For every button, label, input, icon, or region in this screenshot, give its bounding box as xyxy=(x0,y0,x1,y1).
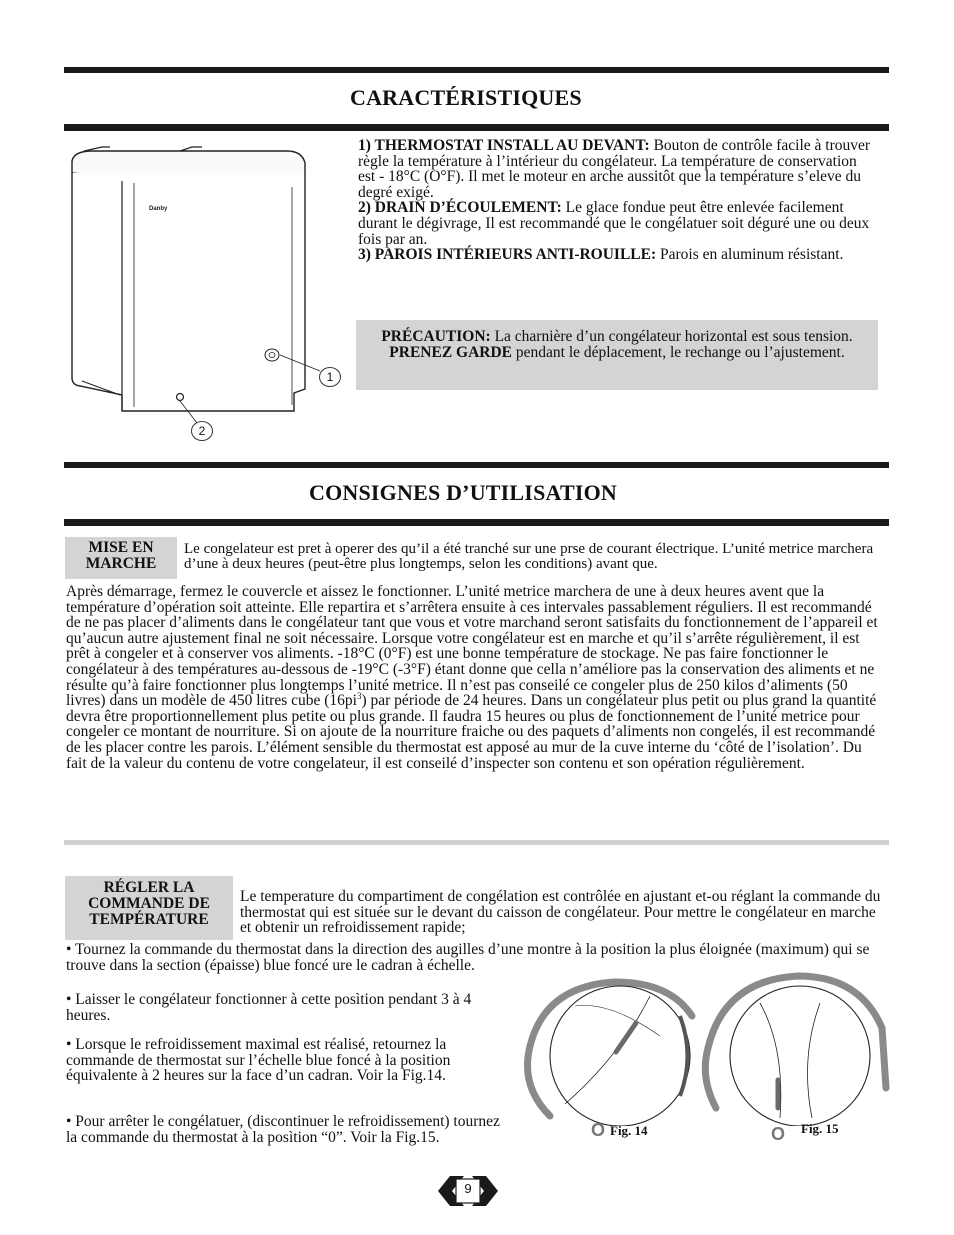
freezer-brand: Danby xyxy=(149,206,168,212)
chest-freezer-illustration xyxy=(62,143,352,448)
thermostat-dial-fig14 xyxy=(520,976,700,1126)
fig14-label: Fig. 14 xyxy=(610,1123,648,1138)
thermostat-dial-fig15 xyxy=(700,968,890,1126)
usage-title: CONSIGNES D’UTILISATION xyxy=(309,480,617,505)
bullet-fig14: • Lorsque le refroidissement maximal est réalisé, retournez la commande de thermostat sur l’échelle blue foncé à la position équivalente à 2 heures sur la face d’un cadran. Voir la Fig.14. xyxy=(66,1036,451,1085)
usage-top-rule xyxy=(64,462,889,468)
startup-intro: Le congelateur est pret à operer des qu’il a été tranché sur une prse de courant électrique. L’unité metrice marchera d’une à deux heures (peut-être plus longtemps, selon les conditions) avant que. xyxy=(184,541,874,572)
caution-text: PRÉCAUTION: La charnière d’un congélateur horizontal est sous tension. PRENEZ GARDE pendant le déplacement, le rechange ou l’ajustement. xyxy=(381,328,853,361)
fig15-zero-mark: O xyxy=(771,1124,786,1144)
feature-item-drain: 2) DRAIN D’ÉCOULEMENT: Le glace fondue peut être enlevée facilement durant le dégivrage, Il est recommandé que le congélatuer soit déguré une ou deux fois par an. xyxy=(358,199,870,248)
fig15-label: Fig. 15 xyxy=(801,1121,839,1136)
features-title: CARACTÉRISTIQUES xyxy=(350,85,582,110)
bullet-max-position: • Tournez la commande du thermostat dans la direction des augilles d’une montre à la position la plus éloignée (maximum) qui se trouve dans la section (épaisse) blue foncé ure le cadran à échelle. xyxy=(66,941,870,974)
temperature-control-label: RÉGLER LA COMMANDE DE TEMPÉRATURE xyxy=(65,876,233,940)
features-list xyxy=(358,138,873,263)
temperature-intro: Le temperature du compartiment de congélation est contrôlée en ajustant et-ou réglant la commande du thermostat qui est située sur le devant du caisson de congélateur. Pour mettre le congélateur en marche et obtenir un refroidissement rapide; xyxy=(240,888,881,937)
usage-rule xyxy=(64,519,889,526)
page-number: 9 xyxy=(464,1181,472,1196)
features-rule xyxy=(64,124,889,131)
fig14-zero-mark: O xyxy=(591,1120,606,1140)
startup-body: Après démarrage, fermez le couvercle et aissez le fonctionner. L’unité metrice marchera de une à deux heures avent que la température d’opération soit atteinte. Elle repartira et s’arrêtera ensuite à ces intervales passablement réguliers. Il est recommandé de ne pas placer d’aliments dans le congélateur tant que vous et votre marchand seront satisfaits du fonctionnement de l’appareil et qu’aucun autre ajustement final ne soit nécessaire. Lorsque votre congélateur est en marche et qu’il s’arrête régulièrement, il est prêt à congeler et à conserver vos aliments. -18°C (0°F) est une bonne température de stockage. Ne pas faire fonctionner le congélateur à des températures au-dessous de -19°C (-3°F) étant donne que cella n’améliore pas la conservation des aliments et ne résulte qu’à faire fonctionner plus longtemps l’unité metrice. Il n’est pas conseilé ce congeler plus de 250 kilos d’aliments (50 livres) dans un modèle de 450 litres cube $(16pi^3)$ par période de 24 heures. Dans un congélateur plus petit ou plus grand la quantité devra être proportionnellement plus petite ou plus grande. Il faudra 15 heures ou plus de fonctionnement de l’unité metrice pour congeler ce montant de nourriture. Si on ajoute de la nourriture fraiche ou des paquets d’aliments non congelés, il est recommandé de les placer contre les parois. L’élément sensible du thermostat est apposé au mur de la cuve interne du ‘côté de l’isolation’. Du fait de la valeur du contenu de votre congelateur, il est conseilé d’inspecter son contenu et son opération régulièrement. xyxy=(66,583,878,772)
feature-item-walls: 3) PAROIS INTÉRIEURS ANTI-ROUILLE: Parois en aluminum résistant. xyxy=(358,246,844,264)
startup-label: MISE EN MARCHE xyxy=(65,537,177,579)
callout-1: 1 xyxy=(319,367,341,387)
bullet-fig15: • Pour arrêter le congélatuer, (discontinuer le refroidissement) tournez la commande du thermostat à la posìtion “0”. Voir la Fig.15. xyxy=(66,1113,500,1146)
feature-item-thermostat: 1) THERMOSTAT INSTALL AU DEVANT: Bouton de contrôle facile à trouver règle la température à l’intérieur du congélateur. La température de conservation est - 18°C (O°F). Il met le moteur en arche aussitôt que la température s’eleve du degré exigé. xyxy=(358,137,871,201)
bullet-run-time: • Laisser le congélateur fonctionner à cette posìtion pendant 3 à 4 heures. xyxy=(66,991,472,1024)
top-rule xyxy=(64,67,889,73)
section-divider xyxy=(64,840,889,845)
callout-2: 2 xyxy=(191,421,213,441)
